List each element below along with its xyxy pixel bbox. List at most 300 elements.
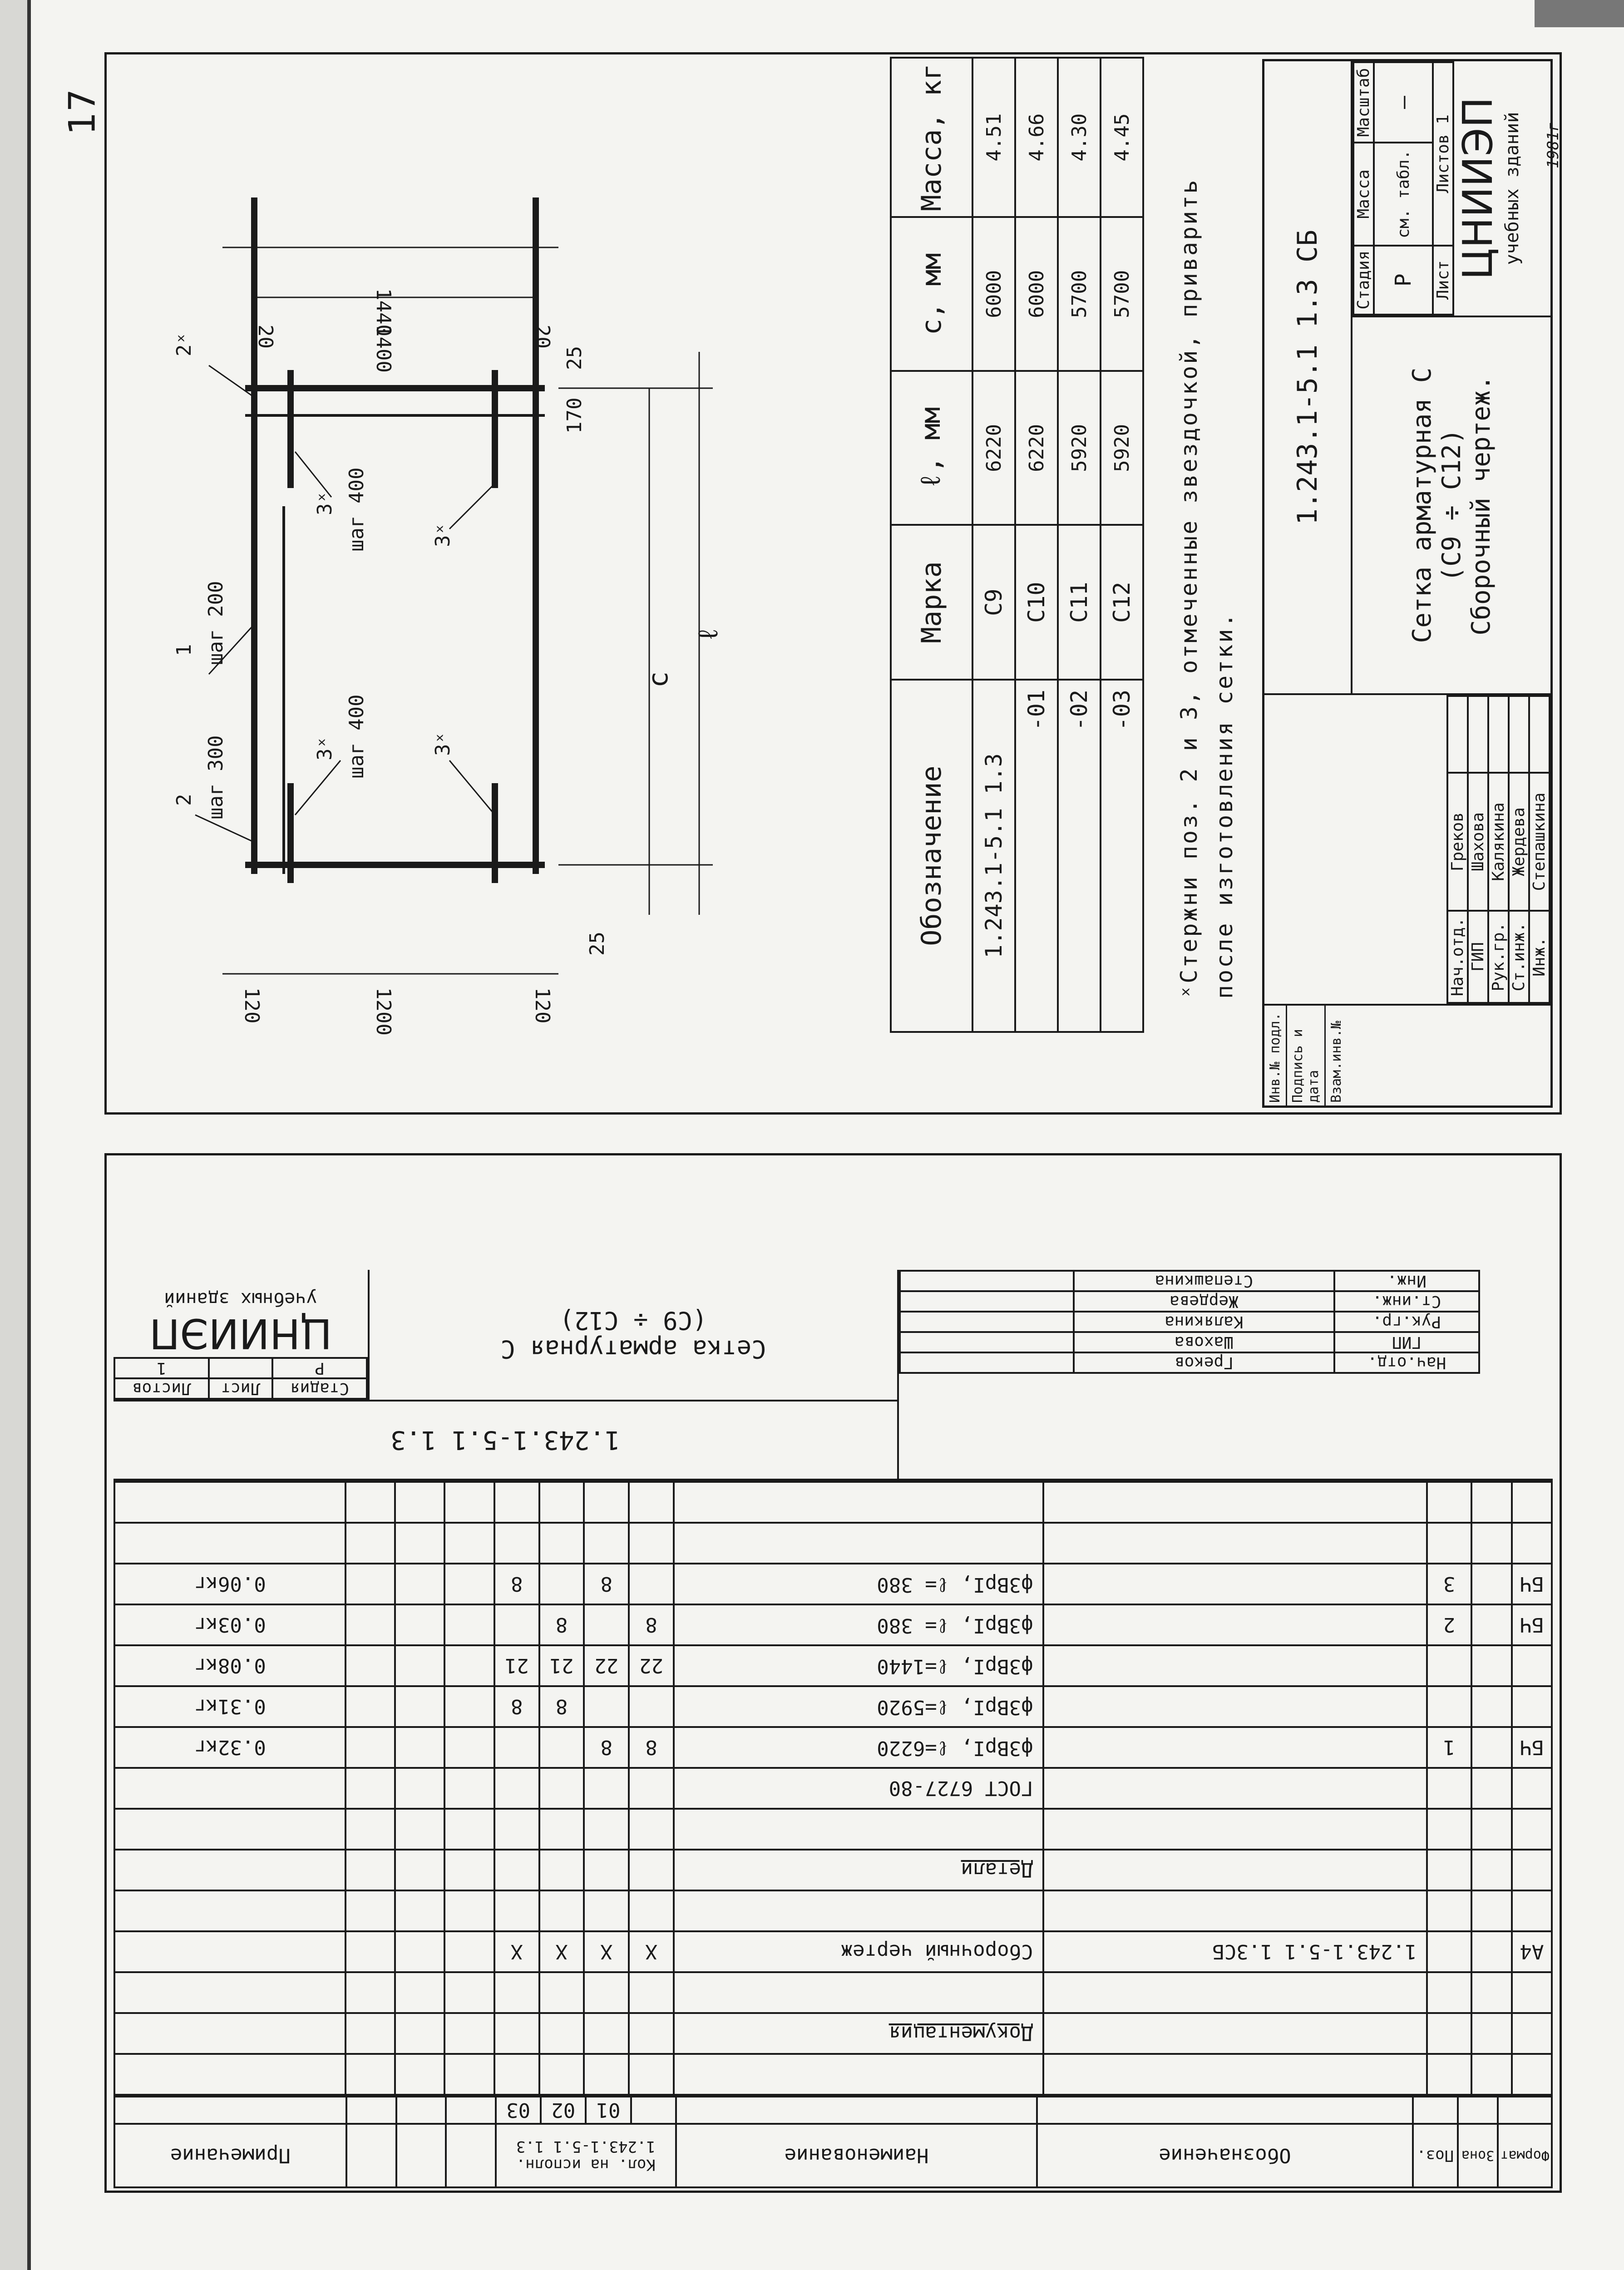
spec-cell-q0: [629, 1850, 674, 1890]
mesh-drawing: [104, 52, 899, 1115]
spec-cell-q2: [539, 1523, 584, 1564]
spec-cell-q3: [494, 1850, 539, 1890]
spec-cell-pos: 2: [1427, 1604, 1472, 1645]
dim-170: 170: [563, 397, 586, 434]
mt-r3-4: 4.45: [1101, 58, 1143, 217]
spec-row: [114, 2013, 1552, 2054]
spec-cell-des: 1.243.1-5.1 1.3СБ: [1043, 1931, 1427, 1972]
mt-h-des: Обозначение: [891, 680, 972, 1032]
spec-cell-x3: [346, 1645, 395, 1686]
spec-cell-x2: [395, 1890, 444, 1931]
spec-cell-zone: [1471, 1809, 1511, 1850]
spec-cell-q2: [539, 1482, 584, 1523]
spec-row: [114, 1890, 1552, 1931]
mt-r0-2: 6220: [972, 371, 1015, 525]
spec-cell-zone: [1471, 1523, 1511, 1564]
spec-cell-q0: [629, 1686, 674, 1727]
spec-cell-x2: [395, 1523, 444, 1564]
spec-cell-q1: [584, 1523, 629, 1564]
spec-row: [114, 1604, 1552, 1645]
mt-r0-1: С9: [972, 525, 1015, 680]
spec-cell-x3: [346, 2013, 395, 2054]
spec-cell-zone: [1471, 1686, 1511, 1727]
spec-cell-des: [1043, 2054, 1427, 2095]
mt-h-c: с, мм: [891, 217, 972, 371]
spec-cell-q0: 8: [629, 1727, 674, 1768]
mt-r2-3: 5700: [1058, 217, 1101, 371]
spec-sheet: [114, 1158, 1553, 2188]
spec-cell-note: [114, 1850, 346, 1890]
spec-cell-q0: 22: [629, 1645, 674, 1686]
year-note: 1981г: [1544, 122, 1563, 169]
callout-pos3b-step: шаг 400: [345, 467, 368, 552]
spec-cell-q0: [629, 1523, 674, 1564]
spec-cell-des: [1043, 1645, 1427, 1686]
spec-row: [114, 1809, 1552, 1850]
sp-stage: Р: [272, 1358, 367, 1378]
spec-cell-name: [674, 1809, 1043, 1850]
spec-cell-zone: [1471, 1482, 1511, 1523]
spec-cell-zone: [1471, 1727, 1511, 1768]
spec-cell-q3: [494, 1523, 539, 1564]
spec-cell-q0: X: [629, 1931, 674, 1972]
spec-cell-q1: [584, 1890, 629, 1931]
spec-cell-name: ф3ВрI, ℓ= 380: [674, 1604, 1043, 1645]
scan-edge: [0, 0, 31, 2270]
spec-cell-note: [114, 1931, 346, 1972]
callout-pos3a-step: шаг 400: [345, 694, 368, 779]
spec-cell-q2: [539, 1564, 584, 1604]
spec-cell-name: ф3ВрI, ℓ=1440: [674, 1645, 1043, 1686]
spec-cell-fmt: [1512, 1482, 1552, 1523]
spec-cell-fmt: [1512, 1768, 1552, 1809]
callout-pos3b: 3ˣ: [313, 491, 336, 515]
spec-cell-zone: [1471, 1604, 1511, 1645]
spec-cell-x1: [444, 1645, 494, 1686]
spec-cell-pos: [1427, 1809, 1472, 1850]
mt-r1-3: 6000: [1015, 217, 1058, 371]
spec-cell-q1: [584, 2013, 629, 2054]
spec-cell-des: [1043, 1727, 1427, 1768]
spec-cell-q1: [584, 1809, 629, 1850]
spec-title2: (С9 ÷ С12): [559, 1306, 707, 1335]
spec-cell-x2: [395, 1564, 444, 1604]
sp-staff-1-role: ГИП: [1334, 1332, 1479, 1352]
spec-cell-note: 0.03кг: [114, 1604, 346, 1645]
spec-cell-des: [1043, 1564, 1427, 1604]
spec-cell-des: [1043, 1482, 1427, 1523]
mt-r1-1: С10: [1015, 525, 1058, 680]
spec-cell-q1: 8: [584, 1564, 629, 1604]
spec-cell-q0: [629, 1809, 674, 1850]
spec-cell-q0: [629, 2013, 674, 2054]
spec-cell-q1: [584, 1850, 629, 1890]
spec-row: [114, 2054, 1552, 2095]
dim-1440: 1440: [372, 288, 395, 336]
spec-cell-pos: [1427, 1482, 1472, 1523]
mt-r3-0: -03: [1101, 680, 1143, 1032]
spec-cell-x3: [346, 1931, 395, 1972]
side-inv: Инв.№ подл.: [1264, 1006, 1287, 1105]
spec-cell-q3: 8: [494, 1686, 539, 1727]
dim-25b: 25: [586, 932, 609, 956]
spec-cell-x3: [346, 1972, 395, 2013]
spec-cell-x1: [444, 1523, 494, 1564]
spec-cell-q2: [539, 1890, 584, 1931]
spec-cell-x3: [346, 1523, 395, 1564]
spec-cell-x2: [395, 1972, 444, 2013]
main-title-block: [1262, 59, 1553, 1108]
spec-cell-x3: [346, 1482, 395, 1523]
spec-cell-pos: [1427, 1972, 1472, 2013]
sp-staff-3-name: Жердева: [1074, 1291, 1334, 1312]
staff-3-role: Ст.инж.: [1509, 911, 1529, 1003]
sp-stage-h: Стадия: [272, 1378, 367, 1399]
spec-cell-zone: [1471, 1931, 1511, 1972]
spec-stamp: [114, 1270, 1553, 1481]
spec-table: Формат Зона Поз. Обозначение Наименование Кол. на исполн. 1.243.1-5.1 1.3 Примечание 01 02 03: [114, 2096, 1553, 2188]
spec-cell-x2: [395, 1931, 444, 1972]
sp-staff-4-name: Степашкина: [1074, 1271, 1334, 1291]
staff-0-name: Греков: [1447, 773, 1468, 911]
spec-cell-q0: [629, 1564, 674, 1604]
spec-cell-name: [674, 1523, 1043, 1564]
main-org: ЦНИИЭП: [1454, 97, 1502, 280]
mt-h-l: ℓ, мм: [891, 371, 972, 525]
staff-2-role: Рук.гр.: [1488, 911, 1509, 1003]
spec-cell-fmt: БЧ: [1512, 1604, 1552, 1645]
staff-0-role: Нач.отд.: [1447, 911, 1468, 1003]
spec-cell-x3: [346, 1686, 395, 1727]
spec-cell-x2: [395, 2013, 444, 2054]
mt-r3-2: 5920: [1101, 371, 1143, 525]
spec-row: [114, 1523, 1552, 1564]
mass-v: см. табл.: [1374, 143, 1433, 245]
spec-cell-q1: 22: [584, 1645, 629, 1686]
sheets-h: Листов 1: [1433, 62, 1453, 246]
sp-staff-3-role: Ст.инж.: [1334, 1291, 1479, 1312]
callout-pos2: 2: [173, 794, 196, 806]
mt-r2-4: 4.30: [1058, 58, 1101, 217]
main-org2: учебных зданий: [1502, 112, 1523, 265]
mt-r2-1: С11: [1058, 525, 1101, 680]
spec-cell-x2: [395, 1686, 444, 1727]
spec-row: [114, 1727, 1552, 1768]
spec-cell-x3: [346, 1604, 395, 1645]
spec-cell-q3: [494, 2013, 539, 2054]
spec-cell-x2: [395, 2054, 444, 2095]
spec-cell-q2: [539, 1809, 584, 1850]
spec-cell-pos: [1427, 1850, 1472, 1890]
spec-cell-x1: [444, 1809, 494, 1850]
staff-1-role: ГИП: [1468, 911, 1488, 1003]
dim-25a: 25: [563, 346, 586, 370]
callout-pos2-top: 2ˣ: [173, 332, 196, 356]
spec-cell-x1: [444, 1850, 494, 1890]
dim-120a: 120: [240, 987, 263, 1024]
spec-cell-x3: [346, 1809, 395, 1850]
spec-cell-name: Сборочный чертеж: [674, 1931, 1043, 1972]
spec-cell-q1: [584, 2054, 629, 2095]
spec-cell-q3: [494, 1482, 539, 1523]
spec-cell-x1: [444, 1890, 494, 1931]
spec-cell-x3: [346, 2054, 395, 2095]
spec-cell-note: 0.32кг: [114, 1727, 346, 1768]
callout-pos2-step: шаг 300: [204, 735, 227, 819]
footnote-line2: после изготовления сетки.: [1211, 612, 1238, 999]
spec-cell-note: [114, 1482, 346, 1523]
sp-staff-4-role: Инж.: [1334, 1271, 1479, 1291]
spec-cell-fmt: [1512, 1850, 1552, 1890]
spec-cell-pos: [1427, 1686, 1472, 1727]
mt-r3-1: С12: [1101, 525, 1143, 680]
sp-staff-1-name: Шахова: [1074, 1332, 1334, 1352]
callout-pos3c: 3ˣ: [431, 732, 454, 756]
spec-cell-q2: 8: [539, 1686, 584, 1727]
main-code: 1.243.1-5.1 1.3 СБ: [1264, 61, 1353, 693]
spec-cell-fmt: [1512, 1645, 1552, 1686]
footnote-line1: ˣСтержни поз. 2 и 3, отмеченные звездочкой, приварить: [1176, 178, 1202, 999]
spec-cell-q2: [539, 1972, 584, 2013]
spec-cell-pos: [1427, 1931, 1472, 1972]
spec-cell-q1: [584, 1972, 629, 2013]
staff-2-name: Калякина: [1488, 773, 1509, 911]
dim-120b: 120: [531, 987, 554, 1024]
mt-r2-2: 5920: [1058, 371, 1101, 525]
spec-cell-name: Детали: [674, 1850, 1043, 1890]
spec-cell-q0: [629, 1972, 674, 2013]
spec-cell-q2: [539, 1768, 584, 1809]
spec-cell-pos: [1427, 2054, 1472, 2095]
dim-20a: 20: [254, 325, 277, 349]
spec-h-note: Примечание: [114, 2124, 346, 2187]
sp-staff-2-name: Калякина: [1074, 1312, 1334, 1332]
spec-cell-q0: [629, 1890, 674, 1931]
sp-staff-0-role: Нач.отд.: [1334, 1352, 1479, 1373]
callout-pos3d: 3ˣ: [431, 523, 454, 547]
spec-cell-q3: [494, 1890, 539, 1931]
spec-row: [114, 1482, 1552, 1523]
spec-cell-x1: [444, 1972, 494, 2013]
spec-cell-pos: 1: [1427, 1727, 1472, 1768]
spec-cell-name: ф3ВрI, ℓ= 380: [674, 1564, 1043, 1604]
spec-cell-name: [674, 1890, 1043, 1931]
spec-cell-zone: [1471, 2054, 1511, 2095]
spec-code: 1.243.1-5.1 1.3: [114, 1400, 897, 1479]
spec-cell-q3: 8: [494, 1564, 539, 1604]
spec-h-fmt: Формат: [1498, 2124, 1552, 2187]
sp-staff-0-name: Греков: [1074, 1352, 1334, 1373]
spec-cell-x2: [395, 1850, 444, 1890]
spec-cell-x1: [444, 1604, 494, 1645]
spec-row: [114, 1972, 1552, 2013]
sp-sheets-h: Листов: [114, 1378, 209, 1399]
spec-cell-q2: 8: [539, 1604, 584, 1645]
spec-cell-x3: [346, 1727, 395, 1768]
staff-1-name: Шахова: [1468, 773, 1488, 911]
dim-1400: 1400: [372, 325, 395, 373]
spec-cell-zone: [1471, 1768, 1511, 1809]
spec-title1: Сетка арматурная С: [500, 1335, 766, 1363]
spec-cell-name: Документация: [674, 2013, 1043, 2054]
spec-cell-note: [114, 2054, 346, 2095]
spec-cell-x2: [395, 1482, 444, 1523]
sp-sheets: 1: [114, 1358, 209, 1378]
spec-row: [114, 1768, 1552, 1809]
spec-cell-x1: [444, 1727, 494, 1768]
spec-cell-name: ф3ВрI, ℓ=5920: [674, 1686, 1043, 1727]
spec-cell-name: ф3ВрI, ℓ=6220: [674, 1727, 1043, 1768]
spec-cell-x2: [395, 1604, 444, 1645]
spec-rows: [114, 1481, 1553, 2096]
scan-top-edge: [1535, 0, 1624, 27]
spec-cell-des: [1043, 2013, 1427, 2054]
sp-sheet-h: Лист: [209, 1378, 273, 1399]
spec-cell-zone: [1471, 2013, 1511, 2054]
mt-h-mass: Масса, кг: [891, 58, 972, 217]
spec-cell-note: [114, 1809, 346, 1850]
spec-cell-note: 0.06кг: [114, 1564, 346, 1604]
spec-cell-q2: X: [539, 1931, 584, 1972]
spec-cell-x3: [346, 1768, 395, 1809]
spec-cell-fmt: БЧ: [1512, 1727, 1552, 1768]
spec-cell-fmt: [1512, 1890, 1552, 1931]
spec-h-qty: Кол. на исполн. 1.243.1-5.1 1.3: [496, 2124, 676, 2187]
spec-cell-fmt: [1512, 2054, 1552, 2095]
spec-cell-fmt: [1512, 1523, 1552, 1564]
spec-cell-note: 0.08кг: [114, 1645, 346, 1686]
spec-cell-zone: [1471, 1890, 1511, 1931]
spec-cell-x1: [444, 1768, 494, 1809]
spec-cell-q1: X: [584, 1931, 629, 1972]
spec-cell-des: [1043, 1972, 1427, 2013]
spec-row: [114, 1686, 1552, 1727]
sp-staff-2-role: Рук.гр.: [1334, 1312, 1479, 1332]
callout-pos1: 1: [173, 644, 196, 656]
spec-cell-des: [1043, 1890, 1427, 1931]
spec-cell-q2: [539, 1850, 584, 1890]
staff-4-name: Степашкина: [1529, 773, 1550, 911]
spec-cell-q3: [494, 1604, 539, 1645]
spec-cell-q0: [629, 1482, 674, 1523]
spec-cell-pos: [1427, 1768, 1472, 1809]
spec-cell-zone: [1471, 1850, 1511, 1890]
spec-h-des: Обозначение: [1037, 2124, 1412, 2187]
mt-r0-0: 1.243.1-5.1 1.3: [972, 680, 1015, 1032]
spec-cell-des: [1043, 1604, 1427, 1645]
spec-cell-q1: [584, 1604, 629, 1645]
spec-cell-x1: [444, 1482, 494, 1523]
spec-cell-x3: [346, 1564, 395, 1604]
spec-h-name: Наименование: [676, 2124, 1037, 2187]
spec-cell-q1: 8: [584, 1727, 629, 1768]
spec-cell-q3: [494, 1809, 539, 1850]
spec-cell-fmt: БЧ: [1512, 1564, 1552, 1604]
footnote: [1176, 68, 1238, 999]
scale-v: —: [1374, 62, 1433, 143]
spec-cell-note: [114, 2013, 346, 2054]
side-vzam: Взам.инв.№: [1328, 1021, 1344, 1103]
spec-row: [114, 1931, 1552, 1972]
spec-cell-x1: [444, 1686, 494, 1727]
mt-r1-2: 6220: [1015, 371, 1058, 525]
spec-cell-q0: 8: [629, 1604, 674, 1645]
spec-cell-name: ГОСТ 6727-80: [674, 1768, 1043, 1809]
stage-v: Р: [1374, 246, 1433, 315]
spec-cell-pos: 3: [1427, 1564, 1472, 1604]
main-title3: Сборочный чертеж.: [1466, 375, 1496, 636]
callout-pos3a: 3ˣ: [313, 736, 336, 760]
spec-cell-q2: [539, 1727, 584, 1768]
spec-cell-x1: [444, 2013, 494, 2054]
spec-cell-pos: [1427, 1645, 1472, 1686]
spec-cell-x3: [346, 1890, 395, 1931]
spec-cell-pos: [1427, 1890, 1472, 1931]
spec-cell-fmt: [1512, 1686, 1552, 1727]
spec-cell-q1: [584, 1768, 629, 1809]
spec-cell-zone: [1471, 1972, 1511, 2013]
dim-c: с: [642, 671, 674, 688]
spec-cell-q2: 21: [539, 1645, 584, 1686]
spec-cell-zone: [1471, 1564, 1511, 1604]
spec-cell-x3: [346, 1850, 395, 1890]
spec-cell-fmt: А4: [1512, 1931, 1552, 1972]
spec-cell-x1: [444, 1564, 494, 1604]
mt-r0-4: 4.51: [972, 58, 1015, 217]
spec-cell-q3: 21: [494, 1645, 539, 1686]
stage-h: Стадия: [1353, 246, 1374, 315]
main-title1: Сетка арматурная С: [1407, 367, 1437, 643]
spec-cell-q3: [494, 1727, 539, 1768]
spec-cell-fmt: [1512, 1972, 1552, 2013]
marks-table: [890, 57, 1144, 1033]
spec-cell-x2: [395, 1727, 444, 1768]
sheet-number: 17: [61, 89, 104, 135]
spec-cell-pos: [1427, 1523, 1472, 1564]
staff-3-name: Жердева: [1509, 773, 1529, 911]
dim-l: ℓ: [692, 626, 724, 642]
spec-cell-note: 0.31кг: [114, 1686, 346, 1727]
main-title2: (С9 ÷ С12): [1436, 429, 1466, 582]
spec-cell-note: [114, 1890, 346, 1931]
spec-cell-q3: [494, 2054, 539, 2095]
spec-h-zone: Зона: [1458, 2124, 1498, 2187]
spec-cell-x2: [395, 1768, 444, 1809]
spec-cell-des: [1043, 1809, 1427, 1850]
spec-org: ЦНИИЭП: [149, 1309, 332, 1357]
spec-cell-name: [674, 1972, 1043, 2013]
callout-pos1-step: шаг 200: [204, 581, 227, 665]
spec-cell-name: [674, 2054, 1043, 2095]
spec-cell-name: [674, 1482, 1043, 1523]
spec-cell-note: [114, 1972, 346, 2013]
spec-cell-fmt: [1512, 1809, 1552, 1850]
spec-cell-q3: [494, 1972, 539, 2013]
spec-cell-q1: [584, 1482, 629, 1523]
spec-cell-des: [1043, 1768, 1427, 1809]
dim-20b: 20: [531, 325, 554, 349]
dim-1200: 1200: [372, 987, 395, 1036]
spec-cell-x2: [395, 1645, 444, 1686]
spec-cell-des: [1043, 1850, 1427, 1890]
spec-row: [114, 1645, 1552, 1686]
mt-h-mark: Марка: [891, 525, 972, 680]
sheet-h: Лист: [1433, 246, 1453, 315]
mass-h: Масса: [1353, 143, 1374, 245]
spec-cell-pos: [1427, 2013, 1472, 2054]
spec-cell-q3: [494, 1768, 539, 1809]
spec-cell-q2: [539, 2054, 584, 2095]
